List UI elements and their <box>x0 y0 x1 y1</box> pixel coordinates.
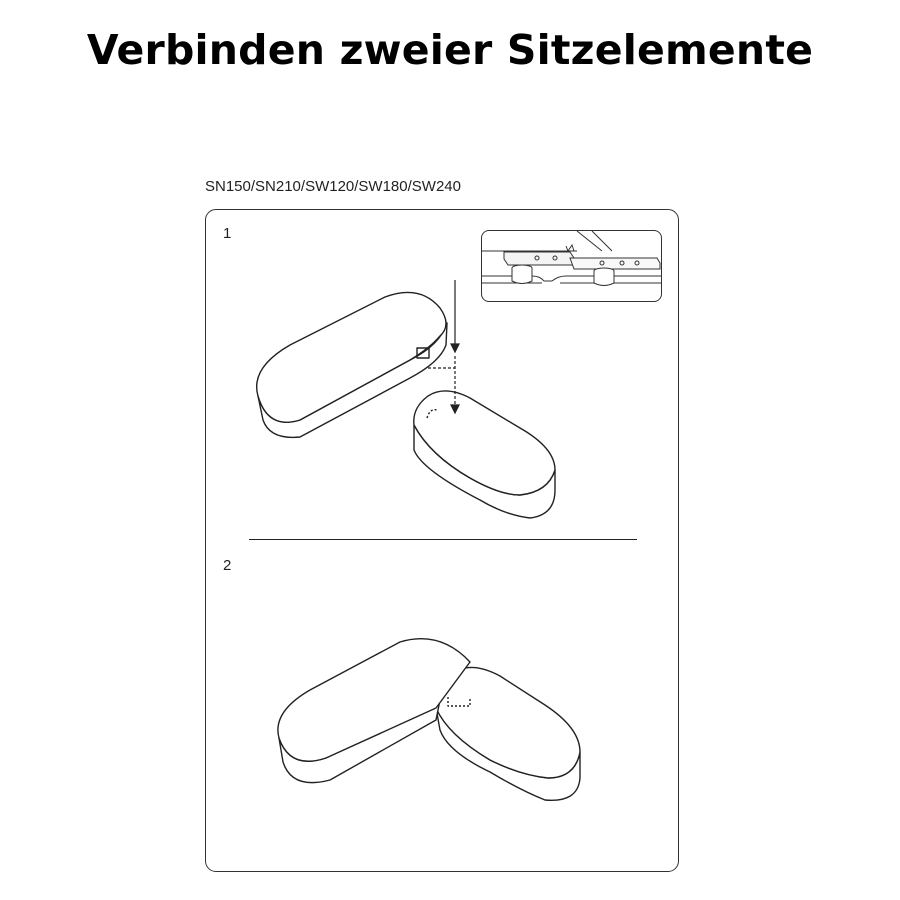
step-1-number: 1 <box>223 225 232 242</box>
step-2-illustration <box>270 630 590 810</box>
seat-element-right <box>414 391 555 518</box>
step-divider <box>249 539 637 540</box>
step-2-number: 2 <box>223 557 232 574</box>
model-list: SN150/SN210/SW120/SW180/SW240 <box>205 178 461 195</box>
page-title: Verbinden zweier Sitzelemente <box>86 26 814 74</box>
step-1-illustration <box>240 270 580 530</box>
seat-element-right-connected <box>436 667 580 800</box>
